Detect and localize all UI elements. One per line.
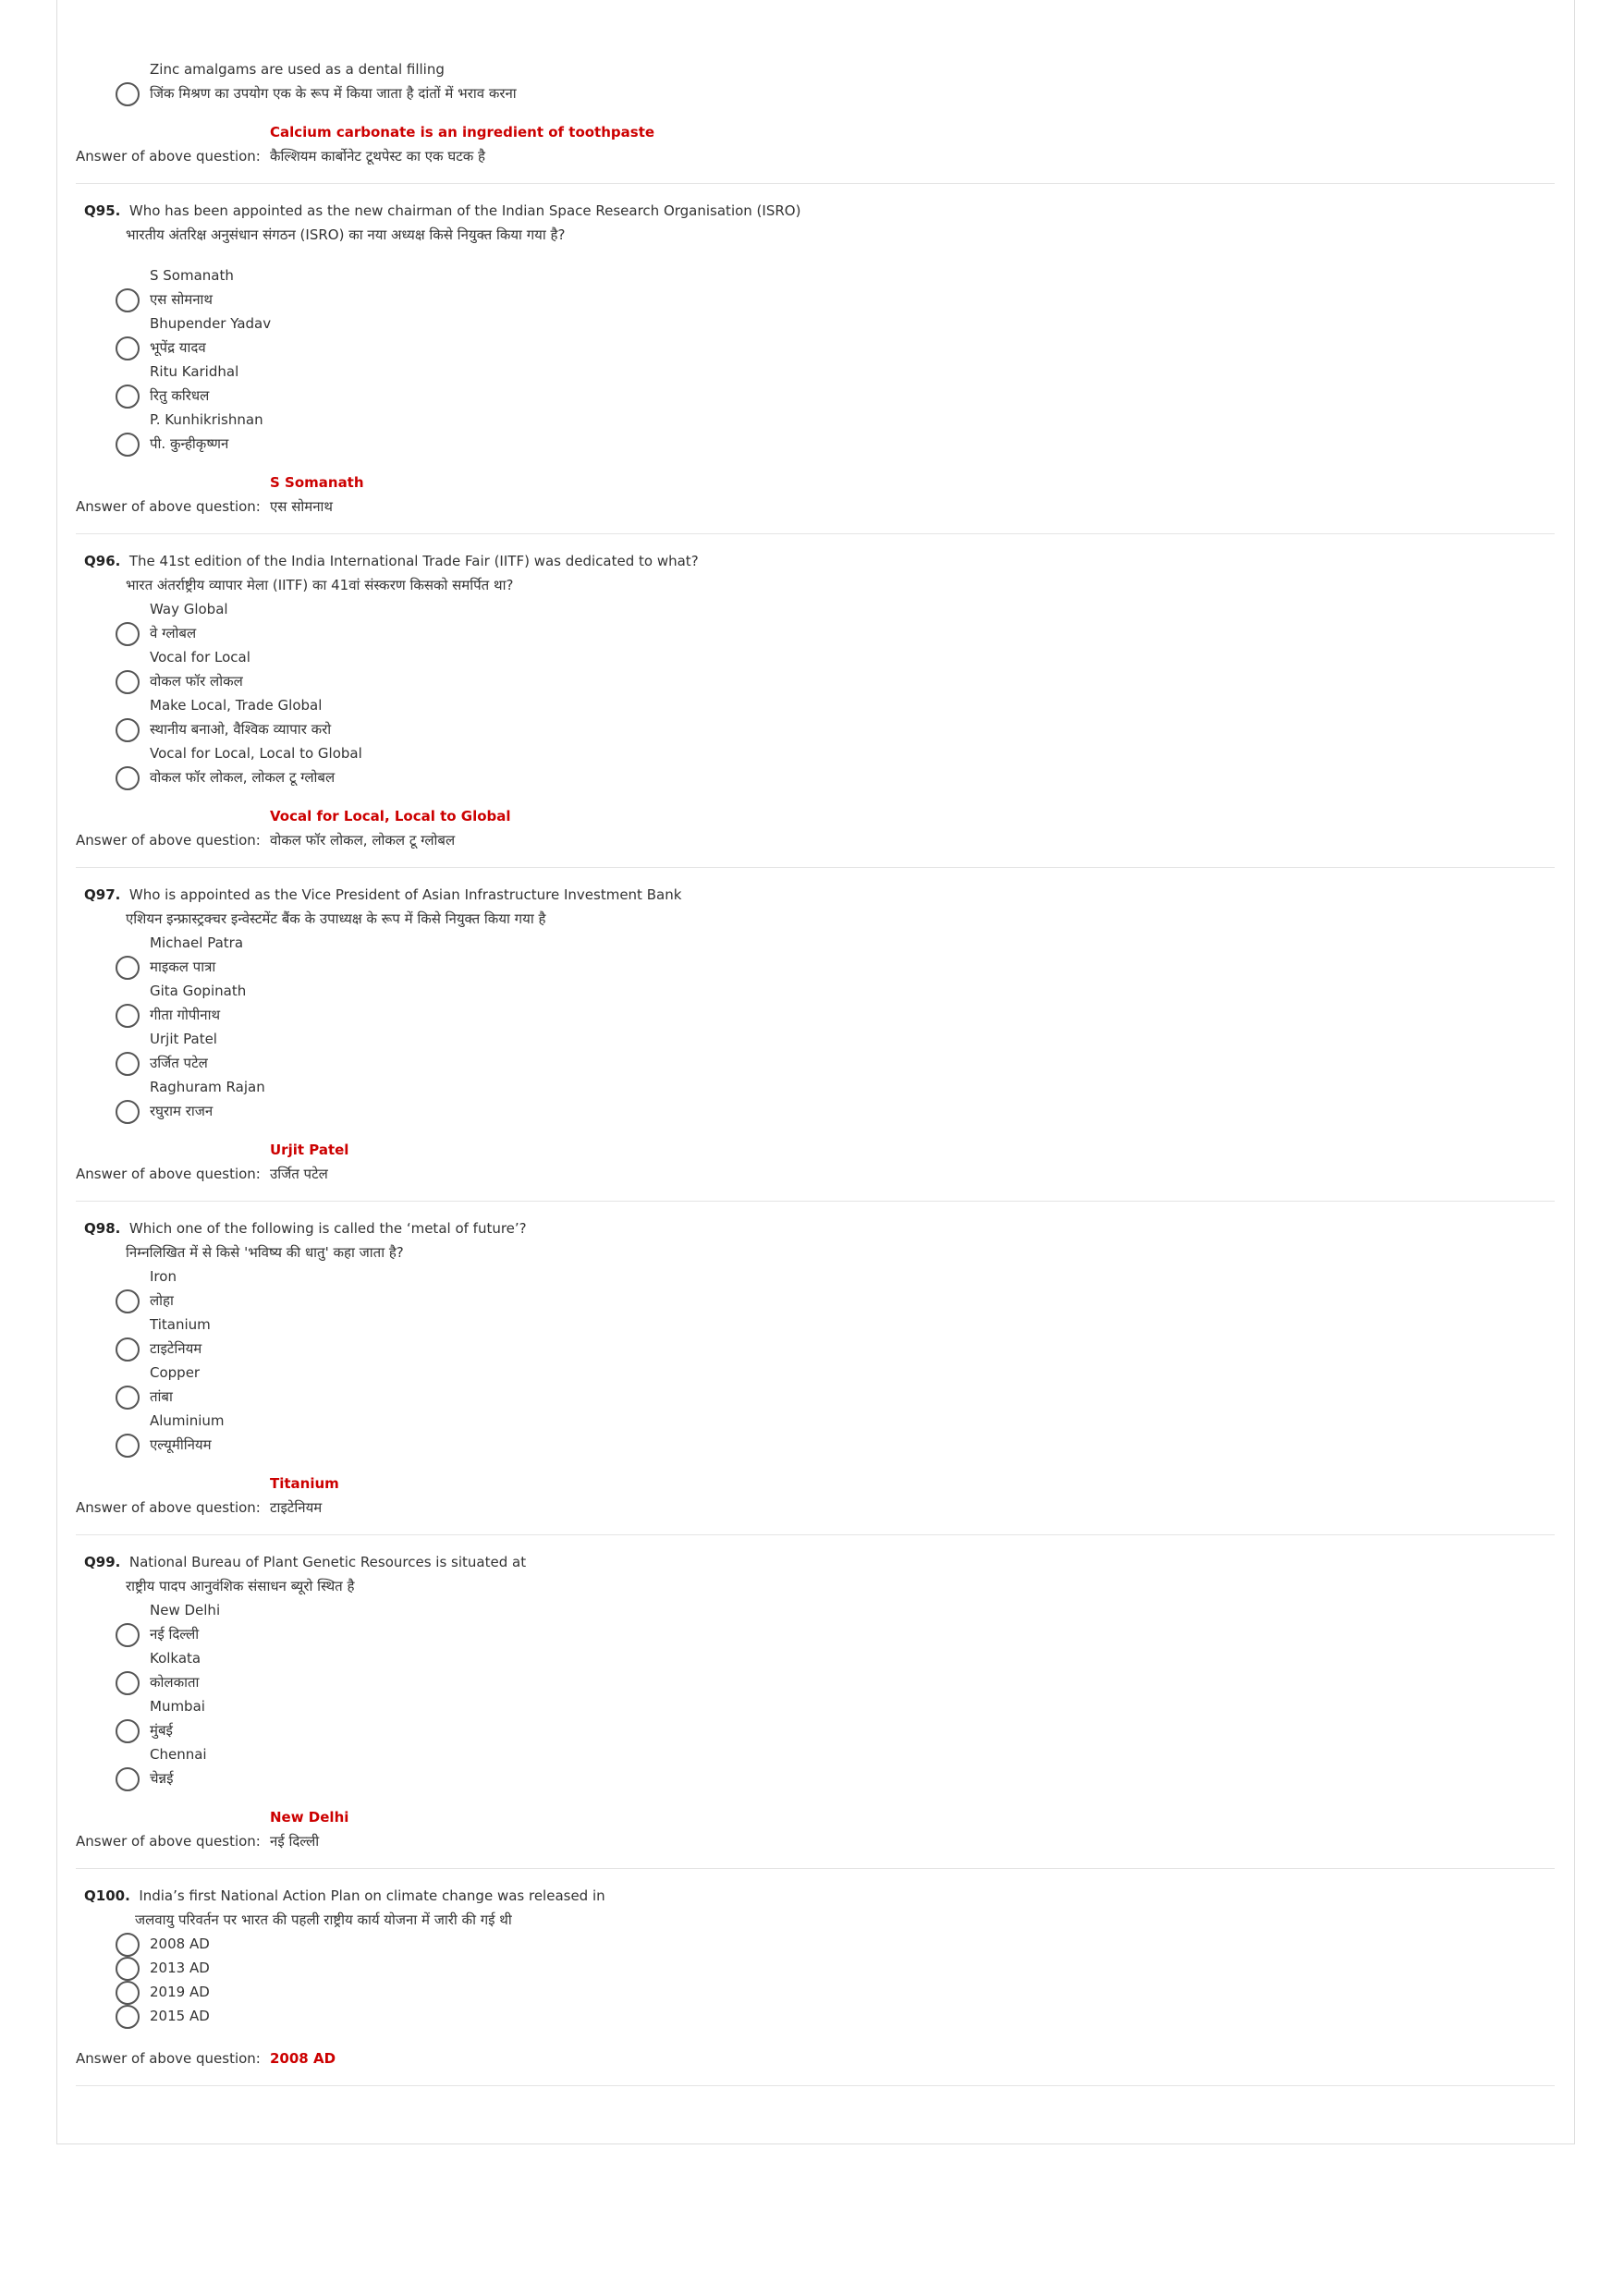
option-text-hi: चेन्नई [150,1770,174,1787]
radio-button[interactable] [116,1337,140,1362]
answer-text-hi: टाइटेनियम [270,1499,323,1516]
option[interactable] [76,1694,1555,1742]
answer-text-en: Urjit Patel [270,1142,349,1158]
option-text-hi: जिंक मिश्रण का उपयोग एक के रूप में किया जाता है दांतों में भराव करना [150,85,517,102]
option-text-hi: माइकल पात्रा [150,959,216,975]
radio-button[interactable] [116,2005,140,2029]
question-number: Q98. [84,1220,121,1237]
question-number: Q96. [84,553,121,569]
option[interactable] [76,360,1555,408]
radio-button[interactable] [116,956,140,980]
question-99 [76,1550,1555,1869]
question-text-en: National Bureau of Plant Genetic Resources is situated at [128,1554,527,1570]
option-text-en: Way Global [150,601,228,617]
option-text-hi: एल्यूमीनियम [150,1436,212,1453]
radio-button[interactable] [116,1933,140,1957]
question-94-tail [76,57,1555,184]
answer-label: Answer of above question: [76,1499,261,1516]
radio-button[interactable] [116,1623,140,1647]
question-text-hi: भारतीय अंतरिक्ष अनुसंधान संगठन (ISRO) का नया अध्यक्ष किसे नियुक्त किया गया है? [126,226,566,243]
answer-label: Answer of above question: [76,2050,261,2067]
radio-button[interactable] [116,82,140,106]
radio-button[interactable] [116,670,140,694]
answer-text-en: New Delhi [270,1809,349,1826]
answer-label: Answer of above question: [76,832,261,849]
answer-text-hi: वोकल फॉर लोकल, लोकल टू ग्लोबल [270,832,456,849]
divider [76,1534,1555,1535]
option[interactable] [76,1313,1555,1361]
question-100 [76,1884,1555,2086]
option[interactable] [76,1932,1555,1956]
option-text-en: Vocal for Local [150,649,250,666]
option[interactable] [76,1361,1555,1409]
answer-text-hi: नई दिल्ली [270,1833,320,1850]
answer-label: Answer of above question: [76,1833,261,1850]
option-text-en: Raghuram Rajan [150,1079,265,1095]
radio-button[interactable] [116,1671,140,1695]
option-text-hi: एस सोमनाथ [150,291,213,308]
option[interactable] [76,1646,1555,1694]
option-text-en: Urjit Patel [150,1031,217,1047]
radio-button[interactable] [116,1767,140,1791]
option[interactable] [76,1264,1555,1313]
radio-button[interactable] [116,1434,140,1458]
option-text-en: Gita Gopinath [150,983,247,999]
option[interactable] [76,979,1555,1027]
radio-button[interactable] [116,1957,140,1981]
option-text-en: Kolkata [150,1650,201,1667]
answer-text-en: S Somanath [270,474,364,491]
radio-button[interactable] [116,1004,140,1028]
radio-button[interactable] [116,1719,140,1743]
radio-button[interactable] [116,1981,140,2005]
divider [76,183,1555,184]
answer-block [76,120,1555,168]
divider [76,533,1555,534]
option[interactable] [76,741,1555,789]
radio-button[interactable] [116,336,140,360]
option-text-en: Ritu Karidhal [150,363,239,380]
option-text: 2008 AD [150,1936,210,1952]
option-text-hi: वे ग्लोबल [150,625,197,641]
radio-button[interactable] [116,766,140,790]
answer-block [76,1805,1555,1853]
option[interactable] [76,1956,1555,1980]
option[interactable] [76,263,1555,311]
answer-block [76,470,1555,519]
question-list [76,57,1555,2101]
radio-button[interactable] [116,1386,140,1410]
divider [76,867,1555,868]
radio-button[interactable] [116,433,140,457]
option[interactable] [76,1742,1555,1790]
option-text-hi: उर्जित पटेल [150,1055,208,1071]
option-text-hi: नई दिल्ली [150,1626,200,1643]
answer-label: Answer of above question: [76,1166,261,1182]
answer-block [76,1138,1555,1186]
answer-label: Answer of above question: [76,498,261,515]
question-98 [76,1216,1555,1535]
option-text-hi: गीता गोपीनाथ [150,1007,221,1023]
option-text-hi: लोहा [150,1292,174,1309]
question-text-hi: राष्ट्रीय पादप आनुवंशिक संसाधन ब्यूरो स्थित है [126,1578,355,1594]
option-text: 2019 AD [150,1984,210,2000]
radio-button[interactable] [116,1289,140,1313]
option-text-hi: भूपेंद्र यादव [150,339,206,356]
option-text-en: Vocal for Local, Local to Global [150,745,362,762]
answer-block [76,2046,1555,2070]
question-number: Q95. [84,202,121,219]
answer-block [76,804,1555,852]
question-text-hi: जलवायु परिवर्तन पर भारत की पहली राष्ट्रीय कार्य योजना में जारी की गई थी [135,1911,512,1928]
question-text-en: Who is appointed as the Vice President of Asian Infrastructure Investment Bank [128,886,682,903]
option-text-en: Chennai [150,1746,207,1763]
question-number: Q97. [84,886,121,903]
option-text-en: Iron [150,1268,177,1285]
option-text-hi: स्थानीय बनाओ, वैश्विक व्यापार करो [150,721,332,738]
option-text-hi: तांबा [150,1388,173,1405]
option[interactable] [76,931,1555,979]
option-text-en: Mumbai [150,1698,205,1715]
option[interactable] [76,1980,1555,2004]
radio-button[interactable] [116,622,140,646]
option-text-en: Bhupender Yadav [150,315,272,332]
question-95 [76,199,1555,534]
option[interactable] [76,408,1555,456]
option-text-en: Titanium [150,1316,211,1333]
option[interactable] [76,597,1555,645]
option-text-hi: मुंबई [150,1722,173,1739]
option-text-hi: वोकल फॉर लोकल [150,673,243,690]
divider [76,1201,1555,1202]
answer-text-hi: कैल्शियम कार्बोनेट टूथपेस्ट का एक घटक है [270,148,486,165]
answer-label: Answer of above question: [76,148,261,165]
question-number: Q99. [84,1554,121,1570]
option-text-hi: रघुराम राजन [150,1103,214,1119]
option-text-hi: वोकल फॉर लोकल, लोकल टू ग्लोबल [150,769,336,786]
question-number: Q100. [84,1887,130,1904]
radio-button[interactable] [116,288,140,312]
question-text-hi: भारत अंतर्राष्ट्रीय व्यापार मेला (IITF) का 41वां संस्करण किसको समर्पित था? [126,577,514,593]
option[interactable] [76,1027,1555,1075]
option[interactable] [76,57,1555,105]
option-text-en: S Somanath [150,267,234,284]
question-96 [76,549,1555,868]
answer-text-en: Titanium [270,1475,339,1492]
question-text-en: India’s first National Action Plan on climate change was released in [139,1887,605,1904]
question-text-en: Who has been appointed as the new chairman of the Indian Space Research Organisation (ISRO) [128,202,801,219]
answer-text-hi: उर्जित पटेल [270,1166,328,1182]
option[interactable] [76,1598,1555,1646]
answer-text-hi: एस सोमनाथ [270,498,333,515]
option[interactable] [76,311,1555,360]
answer-text: 2008 AD [270,2050,336,2067]
option-text-en: Aluminium [150,1412,225,1429]
radio-button[interactable] [116,1100,140,1124]
option-text-en: P. Kunhikrishnan [150,411,263,428]
option[interactable] [76,1409,1555,1457]
option-text-hi: कोलकाता [150,1674,200,1691]
option[interactable] [76,2004,1555,2028]
question-text-hi: एशियन इन्फ्रास्ट्रक्चर इन्वेस्टमेंट बैंक के उपाध्यक्ष के रूप में किसे नियुक्त किया गया है [126,910,546,927]
question-text-en: The 41st edition of the India International Trade Fair (IITF) was dedicated to what? [128,553,699,569]
option-text-en: New Delhi [150,1602,221,1618]
option-text-en: Michael Patra [150,934,244,951]
option-text-hi: पी. कुन्हीकृष्णन [150,435,229,452]
radio-button[interactable] [116,385,140,409]
radio-button[interactable] [116,1052,140,1076]
option-text-en: Make Local, Trade Global [150,697,323,714]
radio-button[interactable] [116,718,140,742]
divider [76,2085,1555,2086]
option-text-en: Zinc amalgams are used as a dental filling [150,61,445,78]
question-97 [76,883,1555,1202]
divider [76,1868,1555,1869]
option-text: 2013 AD [150,1960,210,1976]
question-text-hi: निम्नलिखित में से किसे 'भविष्य की धातु' कहा जाता है? [126,1244,404,1261]
option-text: 2015 AD [150,2008,210,2024]
option-text-hi: रितु करिधल [150,387,210,404]
question-text-en: Which one of the following is called the ‘metal of future’? [128,1220,527,1237]
option-text-en: Copper [150,1364,201,1381]
option-text-hi: टाइटेनियम [150,1340,202,1357]
option[interactable] [76,645,1555,693]
answer-text-en: Calcium carbonate is an ingredient of toothpaste [270,124,655,140]
answer-block [76,1472,1555,1520]
option[interactable] [76,693,1555,741]
answer-text-en: Vocal for Local, Local to Global [270,808,511,824]
option[interactable] [76,1075,1555,1123]
